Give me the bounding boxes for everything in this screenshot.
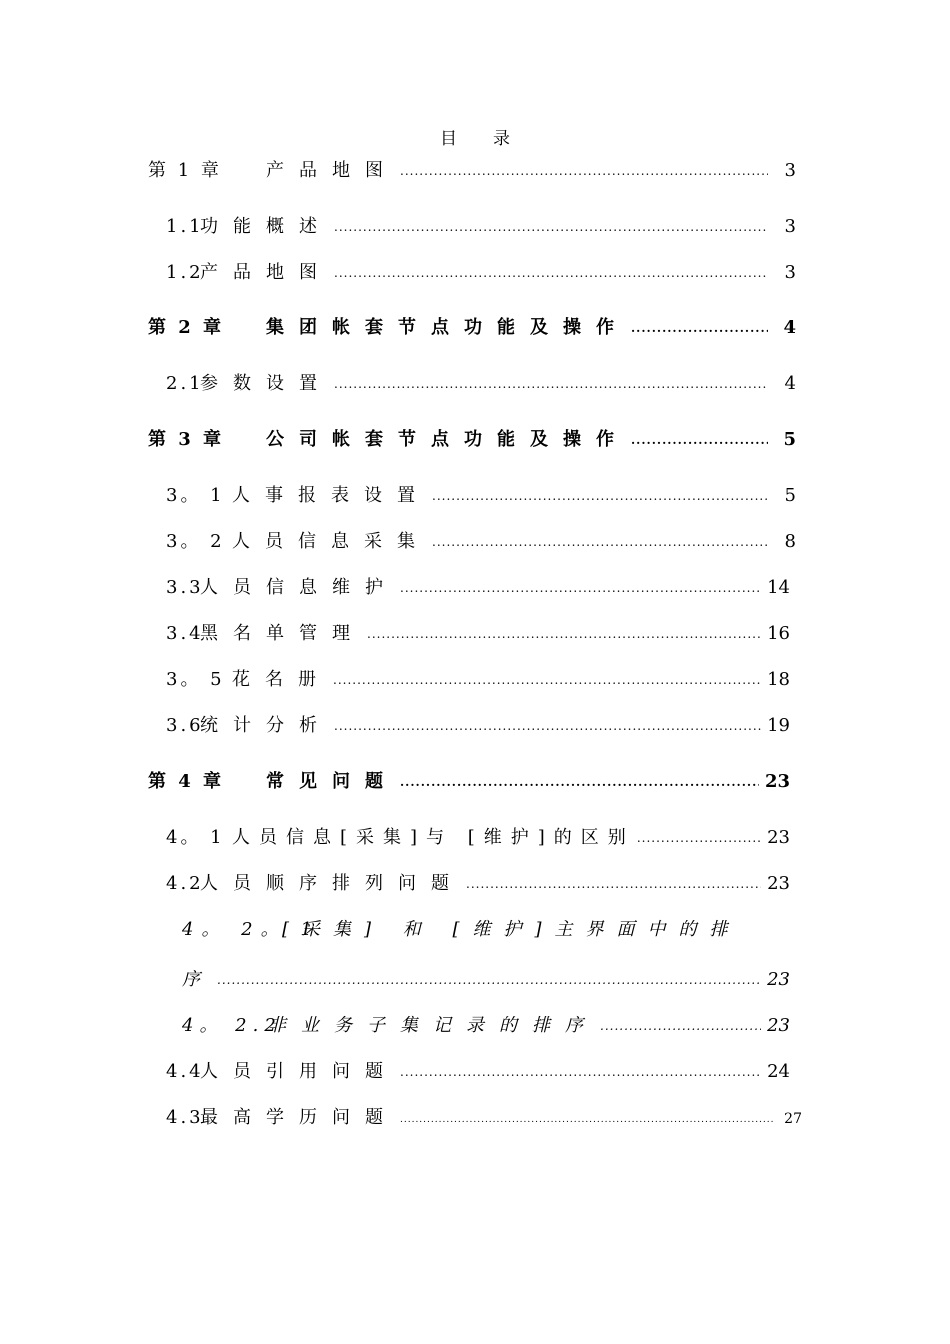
entry-number: 3。 1: [166, 485, 225, 506]
entry-number: 4。 2.2: [182, 1015, 282, 1036]
entry-number: 3.4: [166, 623, 204, 644]
dot-leader: [367, 621, 761, 647]
entry-page: 18: [767, 669, 790, 690]
entry-number: 3。 5: [166, 669, 225, 690]
entry-page: 23: [767, 969, 790, 990]
entry-number: 4.4: [166, 1061, 204, 1082]
toc-title-right: 录: [493, 129, 510, 149]
entry-number: 4.3: [166, 1107, 204, 1128]
toc-entry-chapter-4[interactable]: [148, 769, 790, 795]
toc-entry-1-2[interactable]: [166, 260, 796, 286]
dot-leader: [637, 825, 761, 851]
entry-title: 公司帐套节点功能及操作: [266, 429, 629, 450]
entry-number: 第 4 章: [148, 771, 225, 792]
entry-number: 第 3 章: [148, 429, 225, 450]
toc-entry-1-1[interactable]: [166, 214, 796, 240]
entry-page: 4: [784, 373, 796, 394]
entry-number: 3。 2: [166, 531, 225, 552]
entry-title: 功能概述: [200, 216, 332, 237]
entry-number: 3.6: [166, 715, 204, 736]
dot-leader: [400, 575, 761, 601]
entry-page: 16: [767, 623, 790, 644]
dot-leader: [334, 214, 768, 240]
entry-title: 序: [182, 969, 215, 990]
dot-leader: [631, 427, 768, 453]
toc-entry-4-2-1-cont[interactable]: [182, 967, 790, 993]
entry-page: 3: [784, 262, 796, 283]
entry-title: [采集] 和 [维护]主界面中的排: [282, 919, 741, 940]
toc-entry-3-1[interactable]: [166, 483, 796, 509]
entry-title: 常见问题: [266, 771, 398, 792]
entry-number: 1.1: [166, 216, 204, 237]
entry-page: 3: [784, 160, 796, 181]
dot-leader: [400, 158, 768, 184]
entry-title: 人员信息采集: [232, 531, 430, 552]
toc-entry-4-2[interactable]: [166, 871, 790, 897]
entry-number: 第 2 章: [148, 317, 225, 338]
entry-title: 人员信息维护: [200, 577, 398, 598]
entry-title: 人事报表设置: [232, 485, 430, 506]
entry-number: 4.2: [166, 873, 204, 894]
entry-title: 集团帐套节点功能及操作: [266, 317, 629, 338]
dot-leader: [600, 1013, 761, 1039]
entry-title: 非业务子集记录的排序: [268, 1015, 598, 1036]
entry-page: 19: [767, 715, 790, 736]
entry-number: 第 1 章: [148, 160, 222, 181]
entry-number: 2.1: [166, 373, 204, 394]
entry-page: 27: [784, 1111, 802, 1127]
entry-title: 最高学历问题: [200, 1107, 398, 1128]
entry-page: 23: [767, 1015, 790, 1036]
toc-entry-4-3[interactable]: [166, 1105, 802, 1131]
toc-entry-2-1[interactable]: [166, 371, 796, 397]
dot-leader: [466, 871, 761, 897]
dot-leader: [432, 529, 768, 555]
dot-leader: [334, 713, 761, 739]
entry-page: 23: [764, 771, 790, 792]
entry-page: 14: [767, 577, 790, 598]
dot-leader: [334, 260, 768, 286]
toc-title-left: 目: [440, 129, 457, 149]
entry-page: 23: [767, 873, 790, 894]
toc-entry-3-5[interactable]: [166, 667, 790, 693]
toc-entry-4-2-1[interactable]: [182, 917, 782, 943]
entry-page: 3: [784, 216, 796, 237]
entry-title: 花名册: [232, 669, 331, 690]
dot-leader: [334, 371, 768, 397]
toc-title: [0, 124, 950, 149]
entry-page: 24: [767, 1061, 790, 1082]
toc-entry-chapter-2[interactable]: [148, 315, 796, 341]
entry-page: 8: [784, 531, 796, 552]
entry-page: 5: [784, 485, 796, 506]
toc-entry-chapter-1[interactable]: [148, 158, 796, 184]
dot-leader: [432, 483, 768, 509]
toc-entry-3-3[interactable]: [166, 575, 790, 601]
dot-leader: [400, 1107, 774, 1133]
toc-entry-chapter-3[interactable]: [148, 427, 796, 453]
entry-page: 23: [767, 827, 790, 848]
entry-page: 4: [783, 317, 796, 338]
entry-page: 5: [783, 429, 796, 450]
toc-entry-3-4[interactable]: [166, 621, 790, 647]
entry-title: 产品地图: [266, 160, 398, 181]
dot-leader: [333, 667, 761, 693]
entry-title: 人员信息[采集]与 [维护]的区别: [232, 827, 635, 848]
entry-title: 黑名单管理: [200, 623, 365, 644]
dot-leader: [631, 315, 768, 341]
entry-number: 3.3: [166, 577, 204, 598]
entry-title: 参数设置: [200, 373, 332, 394]
toc-entry-4-1[interactable]: [166, 825, 790, 851]
entry-title: 人员顺序排列问题: [200, 873, 464, 894]
entry-title: 产品地图: [200, 262, 332, 283]
entry-title: 人员引用问题: [200, 1061, 398, 1082]
dot-leader: [400, 1059, 761, 1085]
entry-title: 统计分析: [200, 715, 332, 736]
toc-entry-3-2[interactable]: [166, 529, 796, 555]
entry-number: 1.2: [166, 262, 204, 283]
toc-entry-4-2-2[interactable]: [182, 1013, 790, 1039]
dot-leader: [217, 967, 761, 993]
entry-number: 4。 2。 1: [182, 919, 320, 940]
entry-number: 4。 1: [166, 827, 225, 848]
toc-entry-3-6[interactable]: [166, 713, 790, 739]
dot-leader: [400, 769, 759, 795]
toc-entry-4-4[interactable]: [166, 1059, 790, 1085]
